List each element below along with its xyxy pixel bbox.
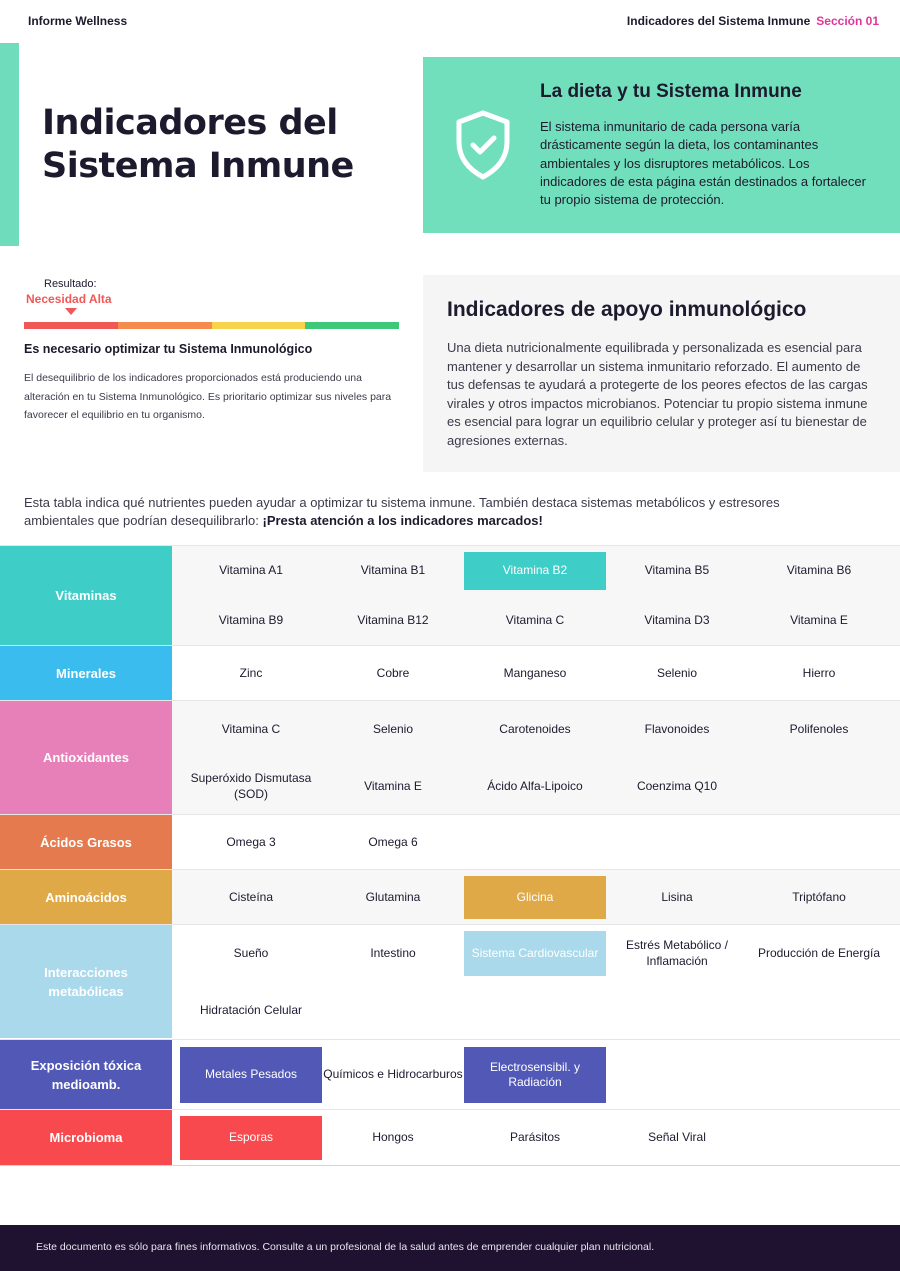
indicator-item: Cisteína <box>228 889 274 904</box>
indicator-item: Omega 3 <box>226 834 276 849</box>
table-intro <box>24 494 844 531</box>
indicator-item: Hongos <box>372 1130 414 1145</box>
indicator-item: Vitamina A1 <box>219 563 283 578</box>
indicator-item: Selenio <box>656 665 698 680</box>
indicator-item: Vitamina B9 <box>218 613 284 628</box>
scale-segment <box>24 322 118 329</box>
indicator-item-flagged: Sistema Cardiovascular <box>464 931 606 976</box>
indicator-item: Sueño <box>233 945 269 960</box>
category-label: Microbioma <box>0 1110 172 1165</box>
indicator-item: Glutamina <box>365 889 421 904</box>
indicator-item: Vitamina C <box>505 613 565 628</box>
indicator-item: Superóxido Dismutasa (SOD) <box>190 771 312 801</box>
indicator-item: Vitamina D3 <box>644 613 710 628</box>
indicator-item: Vitamina B1 <box>360 563 426 578</box>
header-page-title: Indicadores del Sistema Inmune <box>626 14 811 28</box>
category-label: Aminoácidos <box>0 870 172 924</box>
scale-segment <box>305 322 399 329</box>
indicator-item: Vitamina B5 <box>644 563 710 578</box>
result-marker-icon <box>65 308 77 315</box>
indicator-item: Vitamina E <box>364 778 422 793</box>
category-items <box>172 1040 900 1109</box>
category-row <box>0 700 900 814</box>
category-items <box>172 546 900 645</box>
diet-title: La dieta y tu Sistema Inmune <box>540 81 802 102</box>
top-header <box>0 0 900 42</box>
diet-info-box <box>423 57 900 233</box>
diet-body: El sistema inmunitario de cada persona varía drásticamente según la dieta, los contaminantes ambientales y los disruptores metabólicos. Los indicadores de esta página están destinados a fortalecer tu propio sistema de protección. <box>540 119 866 208</box>
category-row <box>0 1039 900 1109</box>
indicator-item: Producción de Energía <box>757 945 881 960</box>
category-label: Vitaminas <box>0 546 172 645</box>
scale-segment <box>118 322 212 329</box>
indicator-item: Intestino <box>370 945 416 960</box>
category-row <box>0 924 900 1038</box>
indicator-item-flagged: Vitamina B2 <box>464 552 606 590</box>
result-text: El desequilibrio de los indicadores proporcionados está produciendo una alteración en tu Sistema Inmunológico. Es prioritario optimizar sus niveles para favorecer el equilibrio en tu organismo. <box>24 372 392 421</box>
result-label: Resultado: <box>44 278 97 290</box>
category-items <box>172 870 900 924</box>
indicator-item: Vitamina B12 <box>357 613 429 628</box>
page-title: Indicadores del Sistema Inmune <box>42 103 354 186</box>
intro-emphasis: ¡Presta atención a los indicadores marcados! <box>262 513 543 529</box>
result-scale <box>24 322 399 329</box>
indicator-item-flagged: Electrosensibil. y Radiación <box>464 1047 606 1103</box>
indicator-item: Carotenoides <box>499 721 571 736</box>
indicator-item: Lisina <box>661 889 693 904</box>
brand-name: Informe Wellness <box>28 14 128 28</box>
category-row <box>0 1109 900 1165</box>
result-value: Necesidad Alta <box>26 292 112 306</box>
indicator-item-flagged: Metales Pesados <box>180 1047 322 1103</box>
indicator-item: Vitamina B6 <box>786 563 852 578</box>
shield-check-icon <box>453 109 513 181</box>
indicator-item: Químicos e Hidrocarburos <box>323 1067 463 1082</box>
indicator-item-flagged: Esporas <box>180 1116 322 1160</box>
category-label: Ácidos Grasos <box>0 815 172 869</box>
intro-text: Esta tabla indica qué nutrientes pueden ayudar a optimizar tu sistema inmune. También destaca sistemas metabólicos y estresores ambientales que podrían desequilibrarlo: <box>24 495 780 529</box>
footer-disclaimer: Este documento es sólo para fines informativos. Consulte a un profesional de la salud antes de emprender cualquier plan nutricional. <box>36 1241 655 1253</box>
category-items <box>172 701 900 814</box>
category-items <box>172 1110 900 1165</box>
header-right <box>627 14 879 28</box>
indicator-item: Omega 6 <box>368 834 418 849</box>
indicator-item: Manganeso <box>503 665 567 680</box>
indicator-item: Zinc <box>239 665 263 680</box>
support-title: Indicadores de apoyo inmunológico <box>447 298 807 321</box>
indicator-item: Coenzima Q10 <box>636 778 718 793</box>
category-row <box>0 645 900 700</box>
category-items <box>172 925 900 1038</box>
result-heading: Es necesario optimizar tu Sistema Inmunológico <box>24 342 313 356</box>
category-label: Interacciones metabólicas <box>0 925 172 1038</box>
indicator-item: Polifenoles <box>789 721 849 736</box>
indicator-item: Señal Viral <box>648 1130 706 1145</box>
section-label: Sección 01 <box>816 14 879 28</box>
indicator-item: Selenio <box>372 721 414 736</box>
indicator-item-flagged: Glicina <box>464 876 606 919</box>
indicator-item: Ácido Alfa-Lipoico <box>487 778 583 793</box>
category-items <box>172 815 900 869</box>
indicator-item: Triptófano <box>792 889 846 904</box>
indicator-item: Cobre <box>376 665 410 680</box>
indicator-item: Hierro <box>802 665 836 680</box>
category-label: Exposición tóxica medioamb. <box>0 1040 172 1109</box>
indicator-item: Hidratación Celular <box>199 1002 303 1017</box>
category-row <box>0 545 900 645</box>
footer <box>0 1225 900 1271</box>
table-bottom-border <box>0 1165 900 1166</box>
category-items <box>172 646 900 700</box>
indicator-item: Vitamina E <box>790 613 848 628</box>
scale-segment <box>212 322 306 329</box>
support-body: Una dieta nutricionalmente equilibrada y personalizada es esencial para mantener y desarrollar un sistema inmunitario reforzado. El aumento de tus defensas te ayudará a protegerte de los peores efectos de las cargas virales y otros impactos microbianos. Potenciar tu propio sistema inmune es esencial para lograr un equilibrio celular y proteger así tu bienestar de agresiones externas. <box>447 340 868 448</box>
indicator-item: Estrés Metabólico / Inflamación <box>625 938 729 968</box>
category-row <box>0 869 900 924</box>
support-box <box>423 275 900 472</box>
category-row <box>0 814 900 869</box>
indicator-item: Vitamina C <box>221 721 281 736</box>
category-label: Antioxidantes <box>0 701 172 814</box>
indicator-item: Parásitos <box>509 1130 561 1145</box>
indicator-item: Flavonoides <box>644 721 710 736</box>
hero-accent-bar <box>0 43 19 246</box>
category-label: Minerales <box>0 646 172 700</box>
